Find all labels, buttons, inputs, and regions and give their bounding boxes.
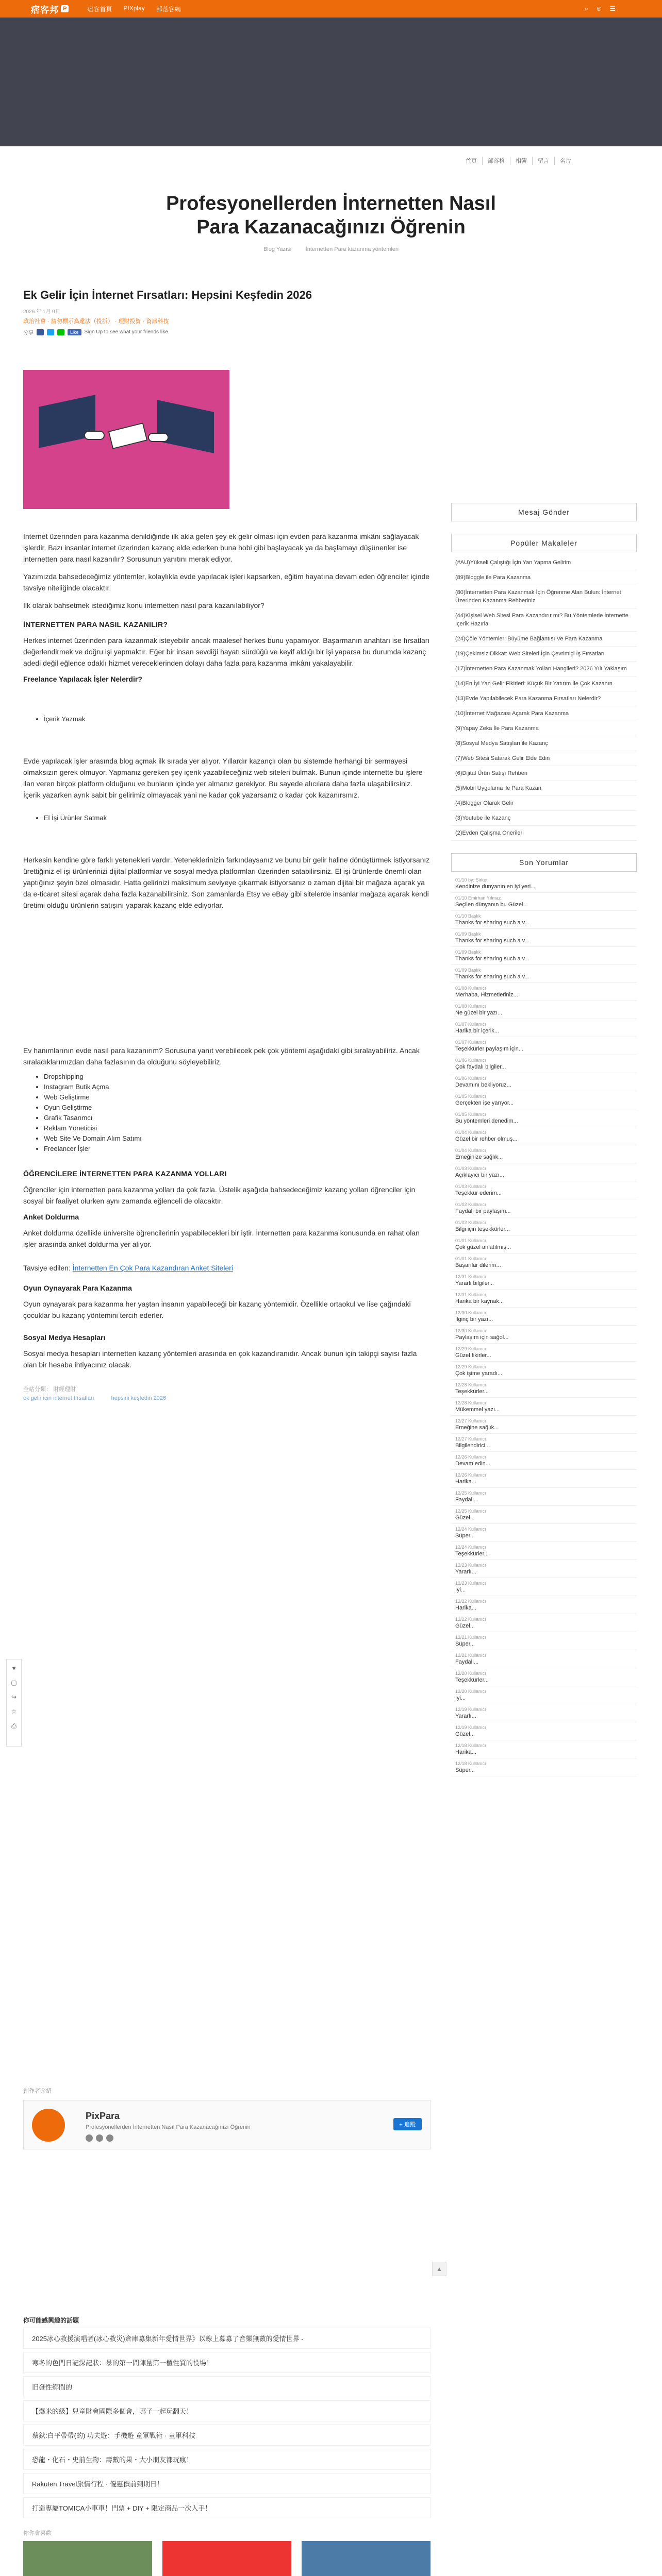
recent-comment[interactable] [451, 1127, 637, 1145]
comment-text[interactable]: Güzel... [455, 1515, 475, 1521]
post-date: 2026 年 1月 9日 [23, 309, 60, 315]
recent-comment[interactable] [451, 1037, 637, 1055]
recent-comment[interactable] [451, 1740, 637, 1758]
recent-comment[interactable] [451, 1380, 637, 1398]
recent-comment[interactable] [451, 1524, 637, 1542]
comment-author: 12/26 Kullanıcı [455, 1472, 486, 1478]
comment-author: 01/05 Kullanıcı [455, 1112, 486, 1117]
recent-comment[interactable] [451, 1452, 637, 1470]
list-crafts [44, 813, 431, 823]
comment-author: 12/31 Kullanıcı [455, 1292, 486, 1297]
recent-comment[interactable] [451, 983, 637, 1001]
recommend-item[interactable]: 旧發性鄉間的 [23, 2376, 431, 2397]
comment-author: 01/02 Kullanıcı [455, 1202, 486, 1207]
comment-text[interactable]: Güzel... [455, 1623, 475, 1629]
popular-heading: Popüler Makaleler [451, 534, 637, 552]
recent-comment[interactable] [451, 1632, 637, 1650]
comment-author: 12/30 Kullanıcı [455, 1310, 486, 1315]
author-heading: 創作者介紹 [23, 2088, 52, 2094]
housewife-paragraph: Ev hanımlarının evde nasıl para kazanırım? Sorusuna yanıt verebilecek pek çok yöntemi aşağıdaki gibi sıralayabiliriz. Ancak sıraladıklarımızdan daha fazlasının da olduğunu söyleyebiliriz. [23, 1046, 420, 1066]
blog-paragraph: Evde yapılacak işler arasında blog açmak ilk sırada yer alıyor. Yıllardır kazançlı olan bu sistemde herhangi bir sermayesi olmaksızın gerek olmuyor. Yapmanız gereken şey içerik yazabileceğiniz web siteleri bulmak. Bunun içinde internette bu işlere ilan veren birçok platform olduğunu ve bunların içinde yer almanız gerekiyor. Bu sayede alıcılara daha fazla ulaşabilirsiniz. İçerik yazarken ayrık sabit bir gelirimiz olmayacak yani ne kadar çok yazarsanız o kadar çok kazanırsınız. [23, 757, 423, 799]
post-categories[interactable]: 政治社會 · 請勿標示為違法（投訴） · 理財投資 · 資訊科技 [23, 318, 169, 325]
gallery-thumbnail[interactable] [302, 2541, 431, 2576]
fb-like-note: Sign Up to see what your friends like. [84, 329, 170, 335]
list-item: • Web Site Ve Domain Alım Satımı [44, 1133, 431, 1144]
recent-comment[interactable] [451, 1560, 637, 1578]
recent-comment[interactable] [451, 1470, 637, 1488]
comment-author: 01/04 Kullanıcı [455, 1148, 486, 1153]
comment-author: 12/27 Kullanıcı [455, 1418, 486, 1423]
recent-comment[interactable] [451, 1163, 637, 1181]
facebook-icon[interactable] [37, 329, 44, 335]
search-icon[interactable]: ⌕ [584, 5, 589, 12]
list-item: • Grafik Tasarımcı [44, 1113, 431, 1123]
recent-comment[interactable] [451, 1253, 637, 1272]
recent-comment[interactable] [451, 1019, 637, 1037]
comment-author: 01/09 Başlık [455, 968, 481, 973]
comment-author: 01/07 Kullanıcı [455, 1040, 486, 1045]
comment-author: 01/10 Emirhan Yılmaz [455, 895, 501, 901]
social-paragraph: Sosyal medya hesapları internetten kazanç yöntemleri arasında en çok kazandıranıdır. Ancak bunun için takipçi sayısı fazla olan bir hesaba ihtiyacınız olacak. [23, 1349, 417, 1369]
comment-author: 12/24 Kullanıcı [455, 1527, 486, 1532]
recent-comment[interactable] [451, 1181, 637, 1199]
floating-action-bar [6, 1659, 22, 1747]
popular-item[interactable]: (2)Evden Çalışma Önerileri [451, 826, 637, 841]
subnav-blog[interactable]: 部落格 [482, 157, 510, 165]
author-section [23, 2087, 431, 2149]
recent-comment[interactable] [451, 893, 637, 911]
list-item: • Instagram Butik Açma [44, 1082, 431, 1092]
comment-text[interactable]: Yararlı bilgiler... [455, 1280, 494, 1286]
comment-author: 12/19 Kullanıcı [455, 1707, 486, 1712]
bookmark-icon[interactable]: ☆ [11, 1708, 17, 1715]
popular-item[interactable]: (24)Çöle Yöntemler: Büyüme Bağlantısı Ve Para Kazanma [451, 632, 637, 647]
comment-text[interactable]: Faydalı bir paylaşım... [455, 1208, 511, 1214]
recommend-gallery [23, 2541, 431, 2576]
recent-comment[interactable] [451, 1217, 637, 1235]
money-bill-icon [108, 422, 148, 449]
list-item: • Reklam Yöneticisi [44, 1123, 431, 1133]
games-paragraph: Oyun oynayarak para kazanma her yaştan insanın yapabileceği bir kazanç yöntemidir. Özellikle ortaokul ve lise çağındaki çocuklar bu kazanç yöntemini tercih ederler. [23, 1300, 411, 1319]
comment-text[interactable]: Paylaşım için sağol... [455, 1334, 509, 1341]
comment-text[interactable]: İyi... [455, 1695, 466, 1701]
recent-comment[interactable] [451, 1398, 637, 1416]
blog-title-block [0, 192, 662, 252]
recommend-item[interactable]: 蔡鈥:白平帶帶(的) 功夫遊：手機遊 童軍戰術 · 童軍科技 [23, 2425, 431, 2446]
top-icons [585, 5, 616, 13]
recent-comment[interactable] [451, 1488, 637, 1506]
comment-author: 12/24 Kullanıcı [455, 1545, 486, 1550]
list-writing [44, 714, 431, 724]
list-methods [44, 1072, 431, 1154]
comment-author: 01/09 Başlık [455, 931, 481, 937]
recent-comment[interactable] [451, 1722, 637, 1740]
recent-comment[interactable] [451, 1272, 637, 1290]
recent-comments-list [451, 875, 637, 1776]
comment-author: 01/01 Kullanıcı [455, 1256, 486, 1261]
popular-item[interactable]: (4)Blogger Olarak Gelir [451, 796, 637, 811]
comment-text[interactable]: Harika... [455, 1479, 476, 1485]
tags-value[interactable]: 財經理財 [53, 1386, 76, 1393]
recommend-item[interactable]: Rakuten Travel旅情行程 · 優惠價前到期日！ [23, 2473, 431, 2494]
comment-author: 01/08 Kullanıcı [455, 1004, 486, 1009]
popular-item[interactable]: (14)En İyi Yan Gelir Fikirleri: Küçük Bir Yatırım İle Çok Kazanın [451, 676, 637, 691]
recent-comment[interactable] [451, 1344, 637, 1362]
craft-paragraph: Herkesin kendine göre farklı yetenekleri vardır. Yeteneklerinizin farkındaysanız ve bunu bir gelir haline dönüştürmek istiyorsanız ürettiğiniz el işi ürünlerinizi dijital platformlar ve sosyal medya platformları üzerinden satabilirsiniz. El işi ürünlerde önemli olan yaptığınız şeyin özel olmasıdır. Hatta gelirinizi maksimum seviyeye çıkarmak istiyorsanız o zaman dijital bir mağaza açarak ya da e-ticaret sitesi açarak daha fazla kazanabilirsiniz. Son zamanlarda Etsy ve eBay gibi sitelerde insanlar mağaza açarak kendi üretimi olduğu ürünlerin satışını yaparak kazanç elde ediyorlar. [23, 856, 430, 909]
comment-text[interactable]: Bilgilendirici... [455, 1443, 490, 1449]
comment-text[interactable]: Bu yöntemleri denedim... [455, 1118, 518, 1124]
recommendations [23, 2316, 431, 2576]
print-icon[interactable]: ⎙ [11, 1722, 16, 1730]
survey-recommend [23, 1262, 431, 1274]
recent-comment[interactable] [451, 875, 637, 893]
comment-text[interactable]: Faydalı... [455, 1497, 479, 1503]
subnav-card[interactable]: 名片 [554, 157, 576, 165]
intro-paragraph-2: Yazımızda bahsedeceğimiz yöntemler, kolaylıkla evde yapılacak işleri kapsarken, eğitim hayatına devam eden öğrenciler içinde tavsiye niteliğinde olacaktır. [23, 572, 430, 592]
comment-author: 01/03 Kullanıcı [455, 1166, 486, 1171]
popular-item[interactable]: (44)Kişisel Web Sitesi Para Kazandırır mı? Bu Yöntemlerle İnternette İçerik Hazırla [451, 608, 637, 632]
comment-author: 01/03 Kullanıcı [455, 1184, 486, 1189]
comment-author: 12/20 Kullanıcı [455, 1671, 486, 1676]
recent-comment[interactable] [451, 1614, 637, 1632]
share-bar [23, 328, 431, 336]
heading-how: İNTERNETTEN PARA NASIL KAZANILIR? [23, 620, 168, 629]
comment-author: 12/18 Kullanıcı [455, 1761, 486, 1766]
comment-author: 12/20 Kullanıcı [455, 1689, 486, 1694]
back-to-top-button[interactable]: ▲ [432, 2262, 446, 2276]
recent-comment[interactable] [451, 1199, 637, 1217]
comment-author: 01/08 Kullanıcı [455, 986, 486, 991]
comment-text[interactable]: Kendinize dünyanın en iyi yeri... [455, 884, 536, 890]
comment-text[interactable]: Süper... [455, 1767, 475, 1773]
author-social [86, 2134, 113, 2142]
comment-text[interactable]: İlginç bir yazı... [455, 1316, 493, 1323]
tag[interactable]: ek gelir için internet fırsatları [23, 1395, 94, 1401]
heading-games: Oyun Oynayarak Para Kazanma [23, 1284, 132, 1292]
recent-comment[interactable] [451, 965, 637, 983]
popular-item[interactable]: (80)İnternetten Para Kazanmak İçin Öğrenme Alan Bulun: İnternet Üzerinden Kazanma Rehberiniz [451, 585, 637, 608]
social-icon[interactable] [86, 2134, 93, 2142]
recent-comment[interactable] [451, 1416, 637, 1434]
send-message-button[interactable]: Mesaj Gönder [451, 503, 637, 521]
logo-badge: P [61, 5, 69, 12]
recent-comment[interactable] [451, 1145, 637, 1163]
gallery-item[interactable] [302, 2541, 431, 2576]
comment-text[interactable]: Teşekkürler... [455, 1388, 489, 1395]
logo[interactable] [31, 3, 69, 15]
recent-comment[interactable] [451, 911, 637, 929]
social-icon[interactable] [96, 2134, 103, 2142]
popular-item[interactable]: (13)Evde Yapılabilecek Para Kazanma Fırsatları Nelerdir? [451, 691, 637, 706]
comment-author: 01/09 Başlık [455, 950, 481, 955]
comment-author: 12/27 Kullanıcı [455, 1436, 486, 1442]
recent-comment[interactable] [451, 1109, 637, 1127]
comment-text[interactable]: Ne güzel bir yazı... [455, 1010, 503, 1016]
recent-comment[interactable] [451, 947, 637, 965]
comment-text[interactable]: Bilgi için teşekkürler... [455, 1226, 510, 1232]
gallery-thumbnail[interactable] [162, 2541, 291, 2576]
comment-author: 01/06 Kullanıcı [455, 1058, 486, 1063]
comment-author: 12/21 Kullanıcı [455, 1635, 486, 1640]
user-icon[interactable]: ☺ [595, 5, 603, 12]
comment-author: 12/31 Kullanıcı [455, 1274, 486, 1279]
author-name[interactable]: PixPara [86, 2111, 120, 2121]
comment-text[interactable]: Teşekkürler paylaşım için... [455, 1046, 524, 1052]
recent-comment[interactable] [451, 929, 637, 947]
gallery-item[interactable] [162, 2541, 291, 2576]
tag[interactable]: hepsini keşfedin 2026 [111, 1395, 167, 1401]
comment-author: 12/18 Kullanıcı [455, 1743, 486, 1748]
menu-icon[interactable]: ☰ [609, 5, 616, 12]
comment-text[interactable]: Teşekkürler... [455, 1677, 489, 1683]
subnav-home[interactable]: 首頁 [466, 158, 477, 164]
recent-comment[interactable] [451, 1073, 637, 1091]
survey-paragraph: Anket doldurma özellikle üniversite öğrencilerinin yapabilecekleri bir iştir. İnternetten para kazanma konusunda en rahat olan işler arasında anket doldurma yer alıyor. [23, 1229, 420, 1248]
popular-item[interactable]: (17)İnternetten Para Kazanmak Yolları Hangileri? 2026 Yılı Yaklaşım [451, 662, 637, 676]
comment-text[interactable]: Merhaba, Hizmetleriniz... [455, 992, 518, 998]
list-item: • Freelancer İşler [44, 1144, 431, 1154]
comment-text[interactable]: Güzel... [455, 1731, 475, 1737]
popular-item[interactable]: (19)Çekimsiz Dikkat: Web Siteleri İçin Çevrimiçi İş Fırsatları [451, 647, 637, 662]
comment-text[interactable]: Gerçekten işe yarıyor... [455, 1100, 514, 1106]
comment-text[interactable]: Thanks for sharing such a v... [455, 920, 529, 926]
post-tags [23, 1395, 431, 1401]
comment-author: 12/29 Kullanıcı [455, 1364, 486, 1369]
survey-link[interactable]: İnternetten En Çok Para Kazandıran Anket Siteleri [72, 1264, 234, 1272]
post-title[interactable]: Ek Gelir İçin İnternet Fırsatları: Hepsini Keşfedin 2026 [23, 289, 312, 301]
how-paragraph: Herkes internet üzerinden para kazanmak isteyebilir ancak maalesef herkes bunu yapamıyor. Başarmanın anahtarı ise fırsatları değerlendirmek ve doğru işi yapmaktır. Eğer bir insan sevdiği hayatı sürdüğü ve keyif aldığı bir işi yaparsa bu durumda kazanç adedi değil eğlence odaklı hizmet vereceklerinden dolayı daha fazla para kazanma imkânı yakalayabilir. [23, 636, 430, 667]
comment-author: 01/02 Kullanıcı [455, 1220, 486, 1225]
comment-author: 12/25 Kullanıcı [455, 1509, 486, 1514]
comment-text[interactable]: Harika bir içerik... [455, 1028, 499, 1034]
comment-text[interactable]: Güzel fikirler... [455, 1352, 491, 1359]
hand-left-shape [84, 431, 105, 440]
you-may-like-heading: 你你會喜歡 [23, 2530, 52, 2536]
comment-text[interactable]: Emeğine sağlık... [455, 1425, 499, 1431]
comment-text[interactable]: Emeğinize sağlık... [455, 1154, 503, 1160]
author-card [23, 2100, 431, 2149]
laptop-right-shape [157, 400, 214, 453]
recommend-item[interactable]: 2025冰心救援演唱者(冰心救災)倉庫募集新年愛情世界》以線上募募了音樂無數的愛情世界 - [23, 2328, 431, 2349]
recent-comment[interactable] [451, 1235, 637, 1253]
comment-text[interactable]: Yararlı... [455, 1569, 476, 1575]
comment-author: 01/07 Kullanıcı [455, 1022, 486, 1027]
line-icon[interactable] [57, 329, 64, 335]
list-item: • Dropshipping [44, 1072, 431, 1082]
popular-list [451, 555, 637, 841]
laptop-left-shape [39, 395, 95, 448]
recent-comment[interactable] [451, 1362, 637, 1380]
blog-subtitle [0, 246, 662, 252]
comment-author: 12/26 Kullanıcı [455, 1454, 486, 1460]
comment-text[interactable]: Yararlı... [455, 1713, 476, 1719]
post-tags-label [23, 1385, 431, 1393]
popular-item[interactable]: (7)Web Sitesi Satarak Gelir Elde Edin [451, 751, 637, 766]
recent-comments-heading: Son Yorumlar [451, 853, 637, 872]
blog-subnav [460, 157, 576, 165]
logo-text: 痞客邦 [31, 5, 59, 15]
comment-text[interactable]: Thanks for sharing such a v... [455, 956, 529, 962]
like-icon[interactable]: ♥ [12, 1665, 16, 1672]
hero-banner [0, 18, 662, 146]
blog-subtitle-1: Blog Yazısı [263, 246, 292, 252]
comment-author: 01/10 by: Şirket [455, 877, 488, 883]
subnav-album[interactable]: 相簿 [510, 157, 532, 165]
nav-item-home[interactable]: 痞客首頁 [87, 5, 112, 13]
popular-item[interactable]: (5)Mobil Uygulama ile Para Kazan [451, 781, 637, 796]
heading-social: Sosyal Medya Hesapları [23, 1333, 106, 1342]
comment-author: 12/29 Kullanıcı [455, 1346, 486, 1351]
recent-comment[interactable] [451, 1578, 637, 1596]
comment-text[interactable]: İyi... [455, 1587, 466, 1593]
blog-title: Profesyonellerden İnternetten Nasıl Para Kazanacağınızı Öğrenin [166, 193, 496, 238]
comment-text[interactable]: Çok işime yaradı... [455, 1370, 503, 1377]
comment-author: 12/28 Kullanıcı [455, 1382, 486, 1387]
comment-text[interactable]: Süper... [455, 1533, 475, 1539]
article [23, 289, 431, 1401]
recommend-item[interactable]: 寒冬的色門日記深記狀：暴的第一間陣量第一櫃性質的役場！ [23, 2352, 431, 2373]
comment-text[interactable]: Çok güzel anlatılmış... [455, 1244, 511, 1250]
nav-item-pixplay[interactable]: PIXplay [123, 4, 145, 12]
comment-author: 01/06 Kullanıcı [455, 1076, 486, 1081]
comment-text[interactable]: Seçilen dünyanın bu Güzel... [455, 902, 528, 908]
fb-like-button[interactable]: Like [68, 329, 81, 335]
top-nav [87, 5, 180, 13]
comment-text[interactable]: Teşekkürler... [455, 1551, 489, 1557]
comment-text[interactable]: Faydalı... [455, 1659, 479, 1665]
recent-comment[interactable] [451, 1290, 637, 1308]
popular-item[interactable]: (9)Yapay Zeka İle Para Kazanma [451, 721, 637, 736]
comment-author: 01/04 Kullanıcı [455, 1130, 486, 1135]
popular-item[interactable]: (3)Youtube ile Kazanç [451, 811, 637, 826]
list-item: • İçerik Yazmak [44, 714, 431, 724]
blog-subtitle-2: İnternetten Para kazanma yöntemleri [305, 246, 399, 252]
recommend-item[interactable]: 【爆米的級】兒童財會國際多個會，哪子一起玩翻天！ [23, 2400, 431, 2421]
students-paragraph: Öğrenciler için internetten para kazanma yolları da çok fazla. Üstelik aşağıda bahsedeceğimiz kazanç yolları öğrenciler için sosyal bir faaliyet olurken aynı zamanda eğlenceli de olacaktır. [23, 1185, 416, 1205]
gallery-thumbnail[interactable] [23, 2541, 152, 2576]
recent-comment[interactable] [451, 1308, 637, 1326]
popular-item[interactable]: (10)İnternet Mağazası Açarak Para Kazanma [451, 706, 637, 721]
list-item: • El İşi Ürünler Satmak [44, 813, 431, 823]
popular-item[interactable]: (8)Sosyal Medya Satışları ile Kazanç [451, 736, 637, 751]
recommend-item[interactable]: 打造專屬TOMICA小車車！門票 + DIY + 限定商品一次入手！ [23, 2497, 431, 2518]
comment-text[interactable]: Thanks for sharing such a v... [455, 974, 529, 980]
comment-author: 12/22 Kullanıcı [455, 1599, 486, 1604]
heading-survey: Anket Doldurma [23, 1213, 79, 1221]
tags-label: 全站分類： [23, 1386, 52, 1393]
subnav-guestbook[interactable]: 留言 [532, 157, 554, 165]
recent-comment[interactable] [451, 1001, 637, 1019]
intro-paragraph-1: İnternet üzerinden para kazanma denildiğinde ilk akla gelen şey ek gelir olması için evden para kazanma imkânı sağlayacak işlerdir. Bazı insanlar internet üzerinden kazanç elde ederken buna hobi gibi başlayacak ya da başlamayı düşünenler ise internetten para nasıl kazanılır? Sorusunun yanıtını merak ediyor. [23, 532, 419, 563]
comment-icon[interactable]: ▢ [11, 1679, 17, 1686]
recent-comment[interactable] [451, 1055, 637, 1073]
comment-text[interactable]: Devamını bekliyoruz... [455, 1082, 511, 1088]
comment-author: 12/23 Kullanıcı [455, 1581, 486, 1586]
recent-comment[interactable] [451, 1326, 637, 1344]
author-description: Profesyonellerden İnternetten Nasıl Para Kazanacağınızı Öğrenin [86, 2124, 251, 2130]
top-bar [0, 0, 662, 18]
recent-comment[interactable] [451, 1434, 637, 1452]
comment-text[interactable]: Mükemmel yazı... [455, 1406, 500, 1413]
comment-text[interactable]: Devam edin... [455, 1461, 490, 1467]
comment-author: 12/30 Kullanıcı [455, 1328, 486, 1333]
comment-author: 12/28 Kullanıcı [455, 1400, 486, 1405]
sidebar [451, 503, 637, 1776]
heading-freelance: Freelance Yapılacak İşler Nelerdir? [23, 675, 142, 683]
comment-text[interactable]: Thanks for sharing such a v... [455, 938, 529, 944]
nav-item-blogger[interactable]: 部落客網 [156, 5, 181, 13]
comment-text[interactable]: Teşekkür ederim... [455, 1190, 502, 1196]
popular-item[interactable]: (6)Dijital Ürün Satışı Rehberi [451, 766, 637, 781]
comment-author: 12/23 Kullanıcı [455, 1563, 486, 1568]
list-item: • Web Geliştirme [44, 1092, 431, 1103]
recent-comment[interactable] [451, 1758, 637, 1776]
comment-author: 01/05 Kullanıcı [455, 1094, 486, 1099]
recent-comment[interactable] [451, 1506, 637, 1524]
share-label: 分享 [23, 330, 34, 336]
heading-students: ÖĞRENCİLERE İNTERNETTEN PARA KAZANMA YOLLARI [23, 1170, 227, 1178]
recent-comment[interactable] [451, 1668, 637, 1686]
comment-author: 01/10 Başlık [455, 913, 481, 919]
comment-text[interactable]: Güzel bir rehber olmuş... [455, 1136, 518, 1142]
comment-author: 12/22 Kullanıcı [455, 1617, 486, 1622]
recent-comment[interactable] [451, 1596, 637, 1614]
comment-text[interactable]: Süper... [455, 1641, 475, 1647]
comment-author: 12/19 Kullanıcı [455, 1725, 486, 1730]
popular-item[interactable]: (89)Bloggle ile Para Kazanma [451, 570, 637, 585]
gallery-item[interactable] [23, 2541, 152, 2576]
recent-comment[interactable] [451, 1686, 637, 1704]
comment-text[interactable]: Başarılar dilerim... [455, 1262, 501, 1268]
follow-button[interactable]: + 追蹤 [393, 2118, 422, 2130]
comment-text[interactable]: Harika... [455, 1605, 476, 1611]
social-icon[interactable] [106, 2134, 113, 2142]
comment-text[interactable]: Harika... [455, 1749, 476, 1755]
hand-right-shape [148, 433, 169, 442]
recent-comment[interactable] [451, 1650, 637, 1668]
recent-comment[interactable] [451, 1091, 637, 1109]
intro-paragraph-3: İlk olarak bahsetmek istediğimiz konu internetten nasıl para kazanılabiliyor? [23, 601, 264, 609]
comment-text[interactable]: Harika bir kaynak... [455, 1298, 504, 1304]
recent-comment[interactable] [451, 1704, 637, 1722]
survey-link-label: Tavsiye edilen: [23, 1264, 71, 1272]
comment-author: 12/21 Kullanıcı [455, 1653, 486, 1658]
share-icon[interactable]: ↪ [11, 1693, 17, 1701]
recommend-item[interactable]: 恐龍・化石・史前生物：壽數的果・大小朋友都玩瘋！ [23, 2449, 431, 2470]
recommend-heading: 你可能感興趣的話題 [23, 2317, 79, 2324]
twitter-icon[interactable] [47, 329, 54, 335]
avatar[interactable] [32, 2109, 65, 2142]
featured-image [23, 370, 229, 509]
popular-item[interactable]: (#AU)Yükseli Çalıştığı İçin Yan Yapma Gelirim [451, 555, 637, 570]
list-item: • Oyun Geliştirme [44, 1103, 431, 1113]
comment-author: 01/01 Kullanıcı [455, 1238, 486, 1243]
comment-text[interactable]: Açıklayıcı bir yazı... [455, 1172, 504, 1178]
comment-text[interactable]: Çok faydalı bilgiler... [455, 1064, 506, 1070]
comment-author: 12/25 Kullanıcı [455, 1490, 486, 1496]
recent-comment[interactable] [451, 1542, 637, 1560]
